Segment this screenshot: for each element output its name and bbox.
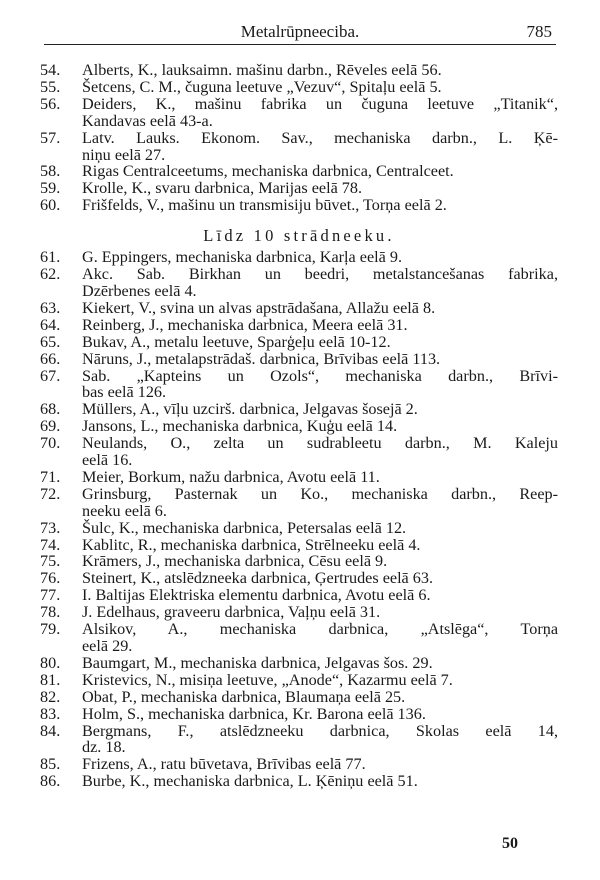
entry-text	[82, 368, 558, 402]
entry-number: 58.	[40, 162, 61, 181]
entry-line: Meier, Borkum, nažu darbnica, Avotu eelā 11.	[82, 467, 380, 486]
entry-text	[82, 401, 558, 418]
section-title: Līdz 10 strādneeku.	[203, 226, 395, 246]
entry-line: I. Baltijas Elektriska elementu darbnica, Avotu eelā 6.	[82, 586, 431, 605]
entry-number: 81.	[40, 670, 61, 689]
entry-number: 74.	[40, 535, 61, 554]
entry-number: 77.	[40, 586, 61, 605]
list-item	[40, 130, 558, 164]
list-item	[40, 418, 558, 435]
list-item	[40, 266, 558, 300]
list-item	[40, 300, 558, 317]
entry-text	[82, 334, 558, 351]
entry-text	[82, 570, 558, 587]
list-item	[40, 351, 558, 368]
entry-number: 61.	[40, 248, 61, 267]
list-item	[40, 537, 558, 554]
entry-line: Krāmers, J., mechaniska darbnica, Cēsu eelā 9.	[82, 552, 388, 571]
entry-line: Šulc, K., mechaniska darbnica, Petersalas eelā 12.	[82, 518, 407, 537]
entry-line: Holm, S., mechaniska darbnica, Kr. Barona eelā 136.	[82, 704, 426, 723]
entry-line: Burbe, K., mechaniska darbnica, L. Ķēniņu eelā 51.	[82, 772, 418, 791]
entry-line: Frišfelds, V., mašinu un transmisiju būvet., Torņa eelā 2.	[82, 196, 447, 215]
list-item	[40, 62, 558, 79]
list-item	[40, 520, 558, 537]
entry-text	[82, 553, 558, 570]
entry-line: Neulands, O., zelta un sudrableetu darbn., M. Kaleju	[82, 434, 558, 453]
list-item	[40, 604, 558, 621]
list-item	[40, 368, 558, 402]
entry-number: 70.	[40, 434, 61, 453]
entry-line: Kablitc, R., mechaniska darbnica, Strēlneeku eelā 4.	[82, 535, 421, 554]
list-item	[40, 317, 558, 334]
entry-line: Šetcens, C. M., čuguna leetuve „Vezuv“, Spitaļu eelā 5.	[82, 77, 442, 96]
entry-number: 86.	[40, 772, 61, 791]
list-item	[40, 334, 558, 351]
entry-text	[82, 180, 558, 197]
list-item	[40, 249, 558, 266]
entry-line: Reinberg, J., mechaniska darbnica, Meera eelā 31.	[82, 315, 408, 334]
entry-line: Müllers, A., vīļu uzcirš. darbnica, Jelgavas šosejā 2.	[82, 400, 418, 419]
header-title: Metalrūpneeciba.	[240, 22, 360, 41]
list-item	[40, 621, 558, 655]
entry-line: Obat, P., mechaniska darbnica, Blaumaņa eelā 25.	[82, 687, 406, 706]
entry-text	[82, 62, 558, 79]
entry-number: 75.	[40, 552, 61, 571]
running-header	[44, 20, 556, 45]
page-number: 785	[526, 22, 552, 41]
entry-text	[82, 469, 558, 486]
entry-line: Bergmans, F., atslēdzneeku darbnica, Skolas eelā 14,	[82, 721, 558, 740]
entry-text	[82, 723, 558, 757]
list-item	[40, 706, 558, 723]
entry-text	[82, 130, 558, 164]
entry-text	[82, 756, 558, 773]
list-item	[40, 469, 558, 486]
entry-number: 56.	[40, 94, 61, 113]
list-item	[40, 570, 558, 587]
entry-line: neeku eelā 6.	[82, 501, 167, 520]
entry-text	[82, 604, 558, 621]
entry-line: Rigas Centralceetums, mechaniska darbnica, Centralceet.	[82, 162, 454, 181]
entry-text	[82, 163, 558, 180]
entry-number: 80.	[40, 653, 61, 672]
entry-text	[82, 435, 558, 469]
list-item	[40, 96, 558, 130]
entry-text	[82, 351, 558, 368]
list-item	[40, 689, 558, 706]
entry-text	[82, 317, 558, 334]
entries-after-section	[40, 249, 558, 790]
entry-text	[82, 249, 558, 266]
entry-number: 55.	[40, 77, 61, 96]
entry-number: 62.	[40, 265, 61, 284]
entry-number: 57.	[40, 128, 61, 147]
entry-line: Dzērbenes eelā 4.	[82, 281, 197, 300]
entry-list	[40, 62, 558, 790]
entry-number: 79.	[40, 620, 61, 639]
entry-number: 73.	[40, 518, 61, 537]
entry-text	[82, 197, 558, 214]
entry-number: 76.	[40, 569, 61, 588]
entry-line: Sab. „Kapteins un Ozols“, mechaniska darbn., Brīvi-	[82, 366, 558, 385]
entry-number: 72.	[40, 484, 61, 503]
entry-text	[82, 486, 558, 520]
list-item	[40, 553, 558, 570]
entry-line: Akc. Sab. Birkhan un beedri, metalstancešanas fabrika,	[82, 265, 558, 284]
entry-line: eelā 16.	[82, 451, 133, 470]
entry-line: Alsikov, A., mechaniska darbnica, „Atslēga“, Torņa	[82, 620, 558, 639]
list-item	[40, 756, 558, 773]
entry-line: G. Eppingers, mechaniska darbnica, Karļa eelā 9.	[82, 248, 403, 267]
list-item	[40, 79, 558, 96]
entry-line: Krolle, K., svaru darbnica, Marijas eelā 78.	[82, 179, 363, 198]
entry-number: 71.	[40, 467, 61, 486]
entry-number: 64.	[40, 315, 61, 334]
entry-line: Jansons, L., mechaniska darbnica, Kuģu eelā 14.	[82, 417, 398, 436]
entry-line: Latv. Lauks. Ekonom. Sav., mechaniska darbn., L. Ķē-	[82, 128, 558, 147]
entry-line: Grinsburg, Pasternak un Ko., mechaniska darbn., Reep-	[82, 484, 558, 503]
entry-number: 84.	[40, 721, 61, 740]
list-item	[40, 197, 558, 214]
entry-number: 54.	[40, 61, 61, 79]
entry-line: Alberts, K., lauksaimn. mašinu darbn., Rēveles eelā 56.	[82, 61, 442, 79]
signature-mark: 50	[502, 835, 518, 852]
list-item	[40, 723, 558, 757]
entry-line: Deiders, K., mašinu fabrika un čuguna leetuve „Titanik“,	[82, 94, 558, 113]
entry-text	[82, 706, 558, 723]
list-item	[40, 773, 558, 790]
entry-text	[82, 621, 558, 655]
entry-number: 60.	[40, 196, 61, 215]
entry-line: eelā 29.	[82, 637, 133, 655]
entry-line: dz. 18.	[82, 738, 126, 757]
entry-number: 65.	[40, 332, 61, 351]
list-item	[40, 486, 558, 520]
entry-text	[82, 537, 558, 554]
entry-line: Bukav, A., metalu leetuve, Sparģeļu eelā 10-12.	[82, 332, 391, 351]
entries-before-section	[40, 62, 558, 214]
list-item	[40, 672, 558, 689]
list-item	[40, 655, 558, 672]
entry-number: 68.	[40, 400, 61, 419]
entry-number: 85.	[40, 755, 61, 774]
entry-number: 82.	[40, 687, 61, 706]
entry-line: Kandavas eelā 43-a.	[82, 111, 213, 130]
entry-text	[82, 418, 558, 435]
entry-line: Steinert, K., atslēdzneeka darbnica, Ģertrudes eelā 63.	[82, 569, 434, 588]
list-item	[40, 180, 558, 197]
entry-number: 78.	[40, 603, 61, 622]
entry-line: J. Edelhaus, graveeru darbnica, Vaļņu eelā 31.	[82, 603, 381, 622]
entry-text	[82, 773, 558, 790]
list-item	[40, 401, 558, 418]
entry-line: Nāruns, J., metalapstrādaš. darbnica, Brīvibas eelā 113.	[82, 349, 441, 368]
entry-number: 69.	[40, 417, 61, 436]
entry-number: 63.	[40, 298, 61, 317]
list-item	[40, 435, 558, 469]
entry-text	[82, 96, 558, 130]
entry-number: 83.	[40, 704, 61, 723]
entry-number: 59.	[40, 179, 61, 198]
entry-text	[82, 672, 558, 689]
entry-text	[82, 655, 558, 672]
entry-line: bas eelā 126.	[82, 383, 167, 402]
entry-text	[82, 520, 558, 537]
entry-line: niņu eelā 27.	[82, 145, 166, 164]
list-item	[40, 587, 558, 604]
entry-line: Frizens, A., ratu būvetava, Brīvibas eelā 77.	[82, 755, 366, 774]
entry-line: Kiekert, V., svina un alvas apstrādašana, Allažu eelā 8.	[82, 298, 436, 317]
list-item	[40, 163, 558, 180]
entry-text	[82, 689, 558, 706]
entry-text	[82, 266, 558, 300]
entry-line: Baumgart, M., mechaniska darbnica, Jelgavas šos. 29.	[82, 653, 433, 672]
entry-number: 67.	[40, 366, 61, 385]
entry-line: Kristevics, N., misiņa leetuve, „Anode“, Kazarmu eelā 7.	[82, 670, 453, 689]
entry-number: 66.	[40, 349, 61, 368]
entry-text	[82, 79, 558, 96]
entry-text	[82, 300, 558, 317]
entry-text	[82, 587, 558, 604]
